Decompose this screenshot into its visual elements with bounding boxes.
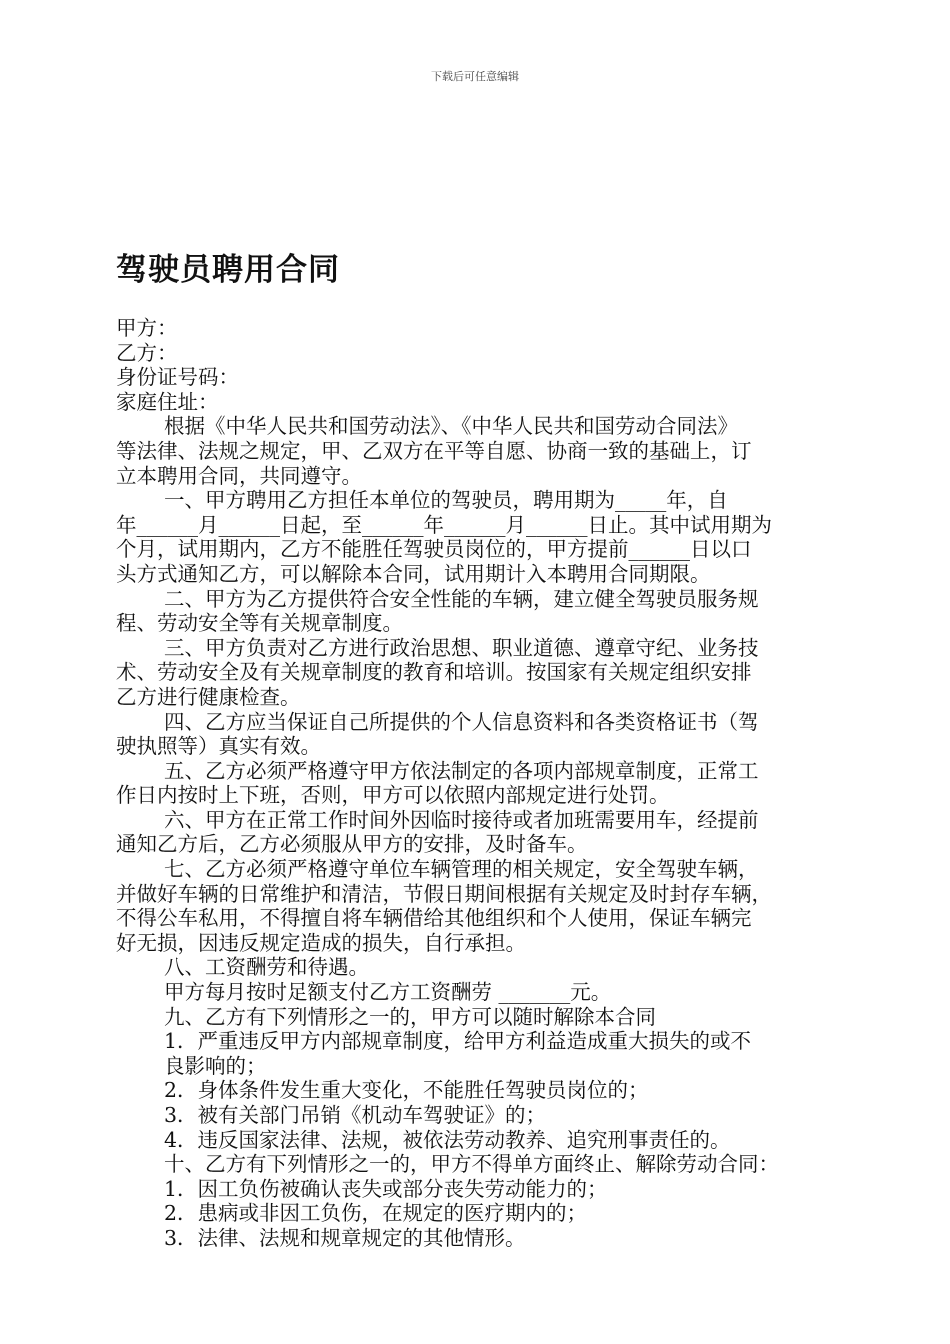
header-note: 下载后可任意编辑 (431, 70, 519, 83)
contract-line: 身份证号码： (116, 365, 239, 390)
contract-line: 八、工资酬劳和待遇。 (164, 955, 369, 980)
contract-line: 3．被有关部门吊销《机动车驾驶证》的； (164, 1103, 547, 1127)
contract-line: 通知乙方后，乙方必须服从甲方的安排，及时备车。 (116, 832, 588, 857)
contract-line: 术、劳动安全及有关规章制度的教育和培训。按国家有关规定组织安排 (116, 660, 752, 685)
contract-line: 个月，试用期内，乙方不能胜任驾驶员岗位的，甲方提前______日以口 (116, 537, 752, 562)
contract-line: 作日内按时上下班，否则，甲方可以依照内部规定进行处罚。 (116, 783, 670, 808)
contract-line: 驶执照等）真实有效。 (116, 734, 321, 759)
contract-line: 2．患病或非因工负伤，在规定的医疗期内的； (164, 1201, 588, 1226)
contract-line: 一、甲方聘用乙方担任本单位的驾驶员，聘用期为_____年，自 (164, 488, 728, 513)
contract-line: 三、甲方负责对乙方进行政治思想、职业道德、遵章守纪、业务技 (164, 635, 759, 660)
document-title: 驾驶员聘用合同 (116, 252, 340, 288)
contract-line: 乙方： (116, 340, 178, 365)
contract-line: 二、甲方为乙方提供符合安全性能的车辆，建立健全驾驶员服务规 (164, 586, 759, 611)
contract-line: 等法律、法规之规定，甲、乙双方在平等自愿、协商一致的基础上，订 (116, 438, 752, 463)
contract-line: 七、乙方必须严格遵守单位车辆管理的相关规定，安全驾驶车辆， (164, 857, 759, 882)
contract-line: 四、乙方应当保证自己所提供的个人信息资料和各类资格证书（驾 (164, 709, 759, 734)
contract-line: 年______月______日起，至______年______月______日止。其中试用期为 (116, 512, 772, 537)
contract-line: 甲方每月按时足额支付乙方工资酬劳 _______元。 (164, 980, 612, 1005)
contract-line: 好无损，因违反规定造成的损失，自行承担。 (116, 930, 526, 955)
contract-body (116, 316, 862, 1251)
contract-line: 1．严重违反甲方内部规章制度，给甲方利益造成重大损失的或不 (164, 1029, 752, 1054)
contract-line: 头方式通知乙方，可以解除本合同，试用期计入本聘用合同期限。 (116, 561, 711, 586)
contract-line: 良影响的； (164, 1053, 267, 1078)
contract-line: 六、甲方在正常工作时间外因临时接待或者加班需要用车，经提前 (164, 807, 759, 832)
contract-line: 4．违反国家法律、法规，被依法劳动教养、追究刑事责任的。 (164, 1127, 731, 1152)
contract-line: 十、乙方有下列情形之一的，甲方不得单方面终止、解除劳动合同： (164, 1152, 779, 1177)
contract-line: 2．身体条件发生重大变化，不能胜任驾驶员岗位的； (164, 1078, 649, 1103)
contract-line: 乙方进行健康检查。 (116, 684, 301, 709)
contract-line: 不得公车私用，不得擅自将车辆借给其他组织和个人使用，保证车辆完 (116, 906, 752, 931)
contract-line: 3．法律、法规和规章规定的其他情形。 (164, 1225, 526, 1250)
contract-line: 程、劳动安全等有关规章制度。 (116, 611, 403, 636)
contract-line: 根据《中华人民共和国劳动法》、《中华人民共和国劳动合同法》 (164, 414, 738, 439)
contract-line: 甲方： (116, 316, 178, 340)
contract-line: 并做好车辆的日常维护和清洁，节假日期间根据有关规定及时封存车辆， (116, 881, 772, 906)
contract-line: 九、乙方有下列情形之一的，甲方可以随时解除本合同 (164, 1004, 656, 1029)
contract-line: 1．因工负伤被确认丧失或部分丧失劳动能力的； (164, 1176, 608, 1201)
contract-line: 立本聘用合同，共同遵守。 (116, 463, 362, 488)
contract-line: 家庭住址： (116, 389, 219, 414)
contract-line: 五、乙方必须严格遵守甲方依法制定的各项内部规章制度，正常工 (164, 758, 759, 783)
